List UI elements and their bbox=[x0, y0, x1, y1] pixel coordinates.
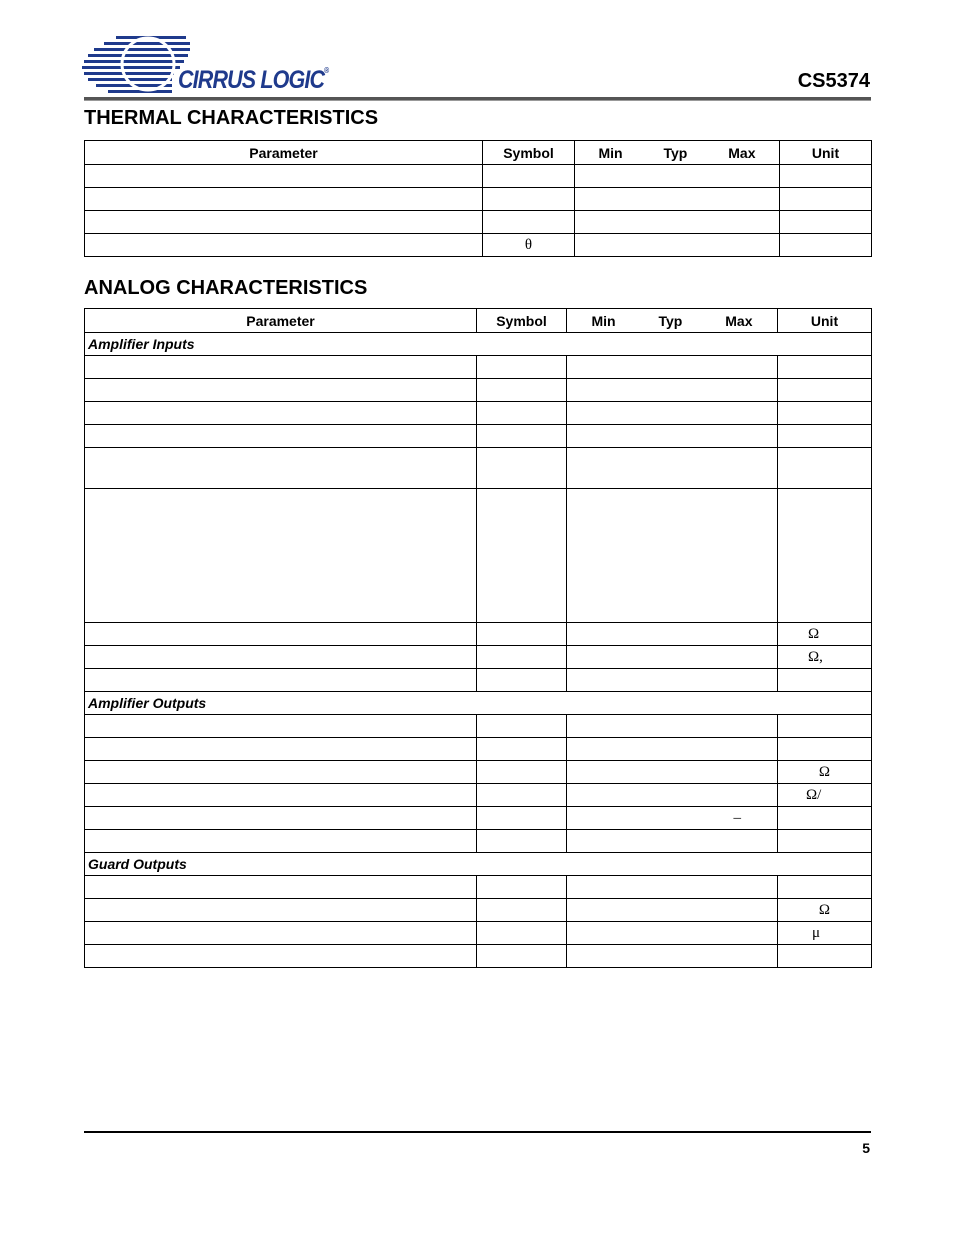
col-parameter: Parameter bbox=[85, 141, 483, 165]
brand-name: CIRRUS LOGIC® bbox=[178, 66, 329, 94]
analog-table bbox=[84, 308, 872, 968]
table-row bbox=[85, 234, 872, 257]
col-unit: Unit bbox=[780, 141, 872, 165]
col-unit: Unit bbox=[778, 309, 872, 333]
table-row bbox=[85, 165, 872, 188]
table-header-row bbox=[85, 309, 872, 333]
table-row bbox=[85, 211, 872, 234]
dash-mark: – bbox=[567, 807, 778, 830]
table-row bbox=[85, 489, 872, 623]
table-row bbox=[85, 715, 872, 738]
section-amplifier-inputs: Amplifier Inputs bbox=[85, 333, 872, 356]
footer-rule bbox=[84, 1131, 871, 1133]
table-header-row bbox=[85, 141, 872, 165]
unit-micro: μ bbox=[778, 922, 872, 945]
unit-ohm: Ω/ bbox=[778, 784, 872, 807]
table-row bbox=[85, 945, 872, 968]
unit-ohm: Ω bbox=[778, 761, 872, 784]
table-row bbox=[85, 784, 872, 807]
table-row bbox=[85, 738, 872, 761]
table-row bbox=[85, 402, 872, 425]
thermal-title: THERMAL CHARACTERISTICS bbox=[84, 107, 379, 129]
table-row bbox=[85, 830, 872, 853]
unit-ohm: Ω bbox=[778, 623, 872, 646]
table-row bbox=[85, 623, 872, 646]
header-rule bbox=[84, 97, 871, 101]
unit-ohm: Ω, bbox=[778, 646, 872, 669]
table-row bbox=[85, 669, 872, 692]
table-row bbox=[85, 876, 872, 899]
section-amplifier-outputs: Amplifier Outputs bbox=[85, 692, 872, 715]
table-row bbox=[85, 807, 872, 830]
unit-ohm: Ω bbox=[778, 899, 872, 922]
col-symbol: Symbol bbox=[477, 309, 567, 333]
page-number: 5 bbox=[862, 1140, 870, 1156]
col-min-typ-max: Min Typ Max bbox=[575, 141, 780, 165]
thermal-table bbox=[84, 140, 872, 257]
table-row bbox=[85, 761, 872, 784]
table-row bbox=[85, 425, 872, 448]
analog-title: ANALOG CHARACTERISTICS bbox=[84, 277, 368, 299]
table-row bbox=[85, 188, 872, 211]
section-guard-outputs: Guard Outputs bbox=[85, 853, 872, 876]
table-row bbox=[85, 922, 872, 945]
table-row bbox=[85, 646, 872, 669]
col-min-typ-max: Min Typ Max bbox=[567, 309, 778, 333]
col-symbol: Symbol bbox=[483, 141, 575, 165]
part-number: CS5374 bbox=[797, 70, 870, 92]
table-row bbox=[85, 448, 872, 489]
col-parameter: Parameter bbox=[85, 309, 477, 333]
table-row bbox=[85, 379, 872, 402]
theta-symbol: θ bbox=[483, 234, 575, 257]
table-row bbox=[85, 356, 872, 379]
table-row bbox=[85, 899, 872, 922]
